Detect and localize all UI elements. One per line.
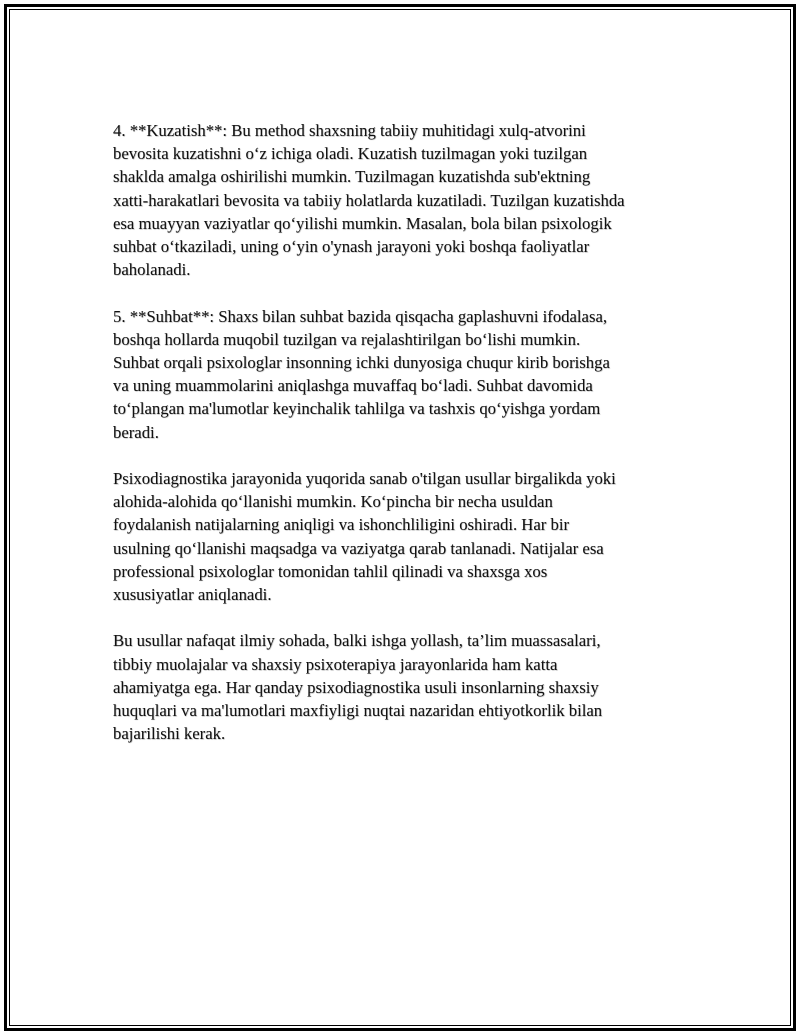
paragraph-interview: 5. **Suhbat**: Shaxs bilan suhbat bazida qisqacha gaplashuvni ifodalasa, boshqa hollarda muqobil tuzilgan va rejalashtirilgan bo‘lishi mumkin. Suhbat orqali psixologlar insonning ichki dunyosiga chuqur kirib borishga va uning muammolarini aniqlashga muvaffaq bo‘ladi. Suhbat davomida to‘plangan ma'lumotlar keyinchalik tahlilga va tashxis qo‘yishga yordam beradi. bbox=[113, 306, 610, 442]
paragraph-applications: Bu usullar nafaqat ilmiy sohada, balki ishga yollash, ta’lim muassasalari, tibbiy muolajalar va shaxsiy psixoterapiya jarayonlarida ham katta ahamiyatga ega. Har qanday psixodiagnostika usuli insonlarning shaxsiy huquqlari va ma'lumotlari maxfiyligi nuqtai nazaridan ehtiyotkorlik bilan bajarilishi kerak. bbox=[113, 631, 603, 744]
document-body bbox=[113, 119, 683, 769]
paragraph-observation: 4. **Kuzatish**: Bu method shaxsning tabiiy muhitidagi xulq-atvorini bevosita kuzatishni o‘z ichiga oladi. Kuzatish tuzilmagan yoki tuzilgan shaklda amalga oshirilishi mumkin. Tuzilmagan kuzatishda sub'ektning xatti-harakatlari bevosita va tabiiy holatlarda kuzatiladi. Tuzilgan kuzatishda esa muayyan vaziyatlar qo‘yilishi mumkin. Masalan, bola bilan psixologik suhbat o‘tkaziladi, uning o‘yin o'ynash jarayoni yoki boshqa faoliyatlar baholanadi. bbox=[113, 121, 625, 280]
paragraph-methods-usage: Psixodiagnostika jarayonida yuqorida sanab o'tilgan usullar birgalikda yoki alohida-alohida qo‘llanishi mumkin. Ko‘pincha bir necha usuldan foydalanish natijalarning aniqligi va ishonchliligini oshiradi. Har bir usulning qo‘llanishi maqsadga va vaziyatga qarab tanlanadi. Natijalar esa professional psixologlar tomonidan tahlil qilinadi va shaxsga xos xususiyatlar aniqlanadi. bbox=[113, 469, 616, 605]
